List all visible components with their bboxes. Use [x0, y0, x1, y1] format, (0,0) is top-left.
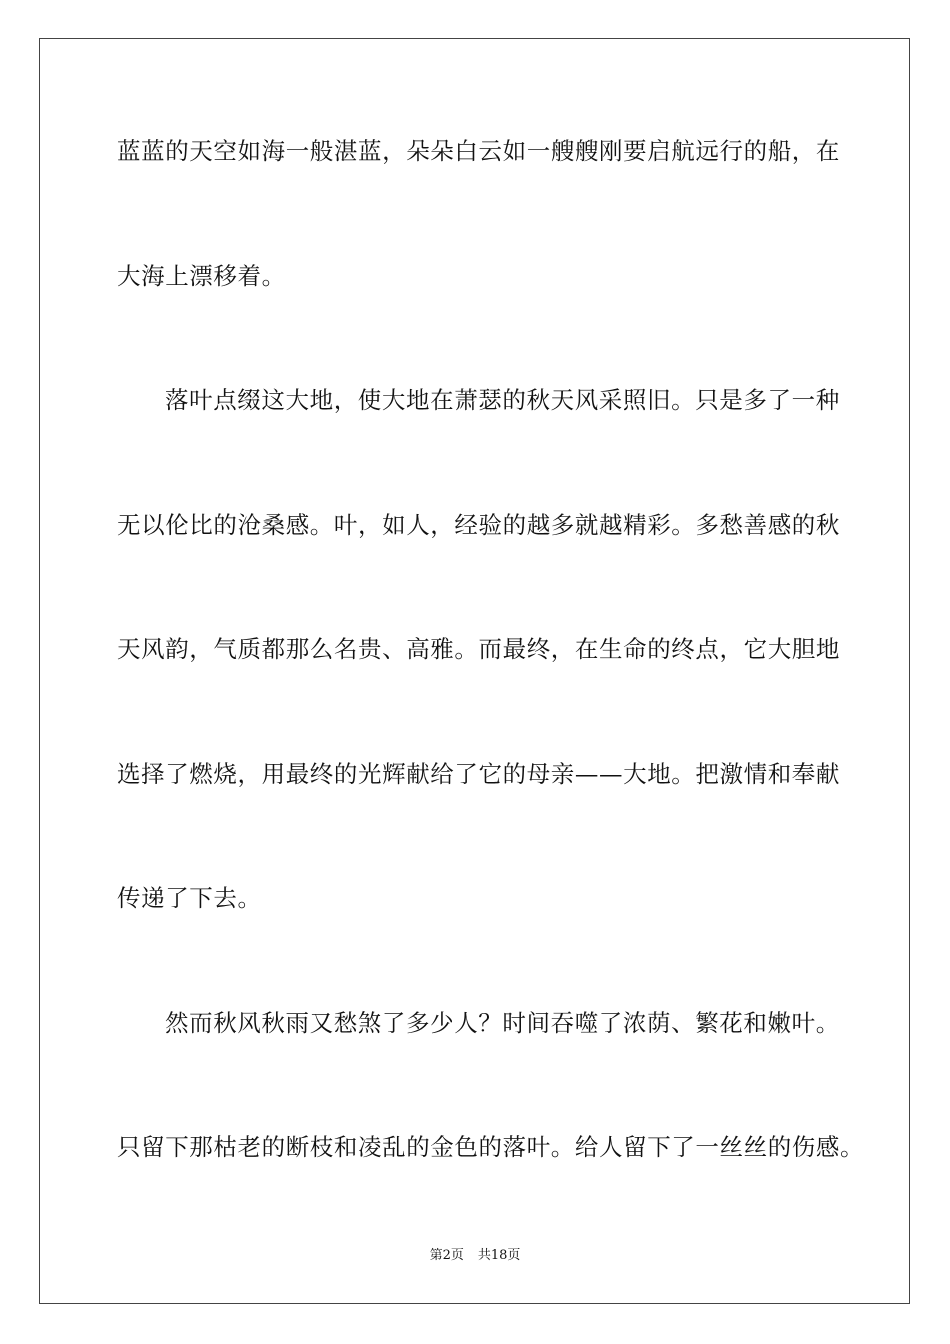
page-number: 第2页 [429, 1248, 464, 1263]
paragraph-1-line-1: 蓝蓝的天空如海一般湛蓝，朵朵白云如一艘艘刚要启航远行的船，在 [117, 137, 840, 165]
paragraph-3-line-1: 然而秋风秋雨又愁煞了多少人？时间吞噬了浓荫、繁花和嫩叶。 [165, 1009, 840, 1037]
paragraph-3-line-2: 只留下那枯老的断枝和凌乱的金色的落叶。给人留下了一丝丝的伤感。 [117, 1133, 865, 1161]
page-footer [0, 1246, 950, 1266]
paragraph-1-line-2: 大海上漂移着。 [117, 262, 286, 290]
paragraph-2-line-3: 天风韵，气质都那么名贵、高雅。而最终，在生命的终点，它大胆地 [117, 635, 840, 663]
paragraph-2-line-1: 落叶点缀这大地，使大地在萧瑟的秋天风采照旧。只是多了一种 [165, 386, 840, 414]
page-border [39, 38, 910, 1304]
paragraph-2-line-2: 无以伦比的沧桑感。叶，如人，经验的越多就越精彩。多愁善感的秋 [117, 511, 840, 539]
page-total: 共18页 [477, 1248, 521, 1263]
paragraph-2-line-4: 选择了燃烧，用最终的光辉献给了它的母亲——大地。把激情和奉献 [117, 760, 840, 788]
paragraph-2-line-5: 传递了下去。 [117, 884, 262, 912]
